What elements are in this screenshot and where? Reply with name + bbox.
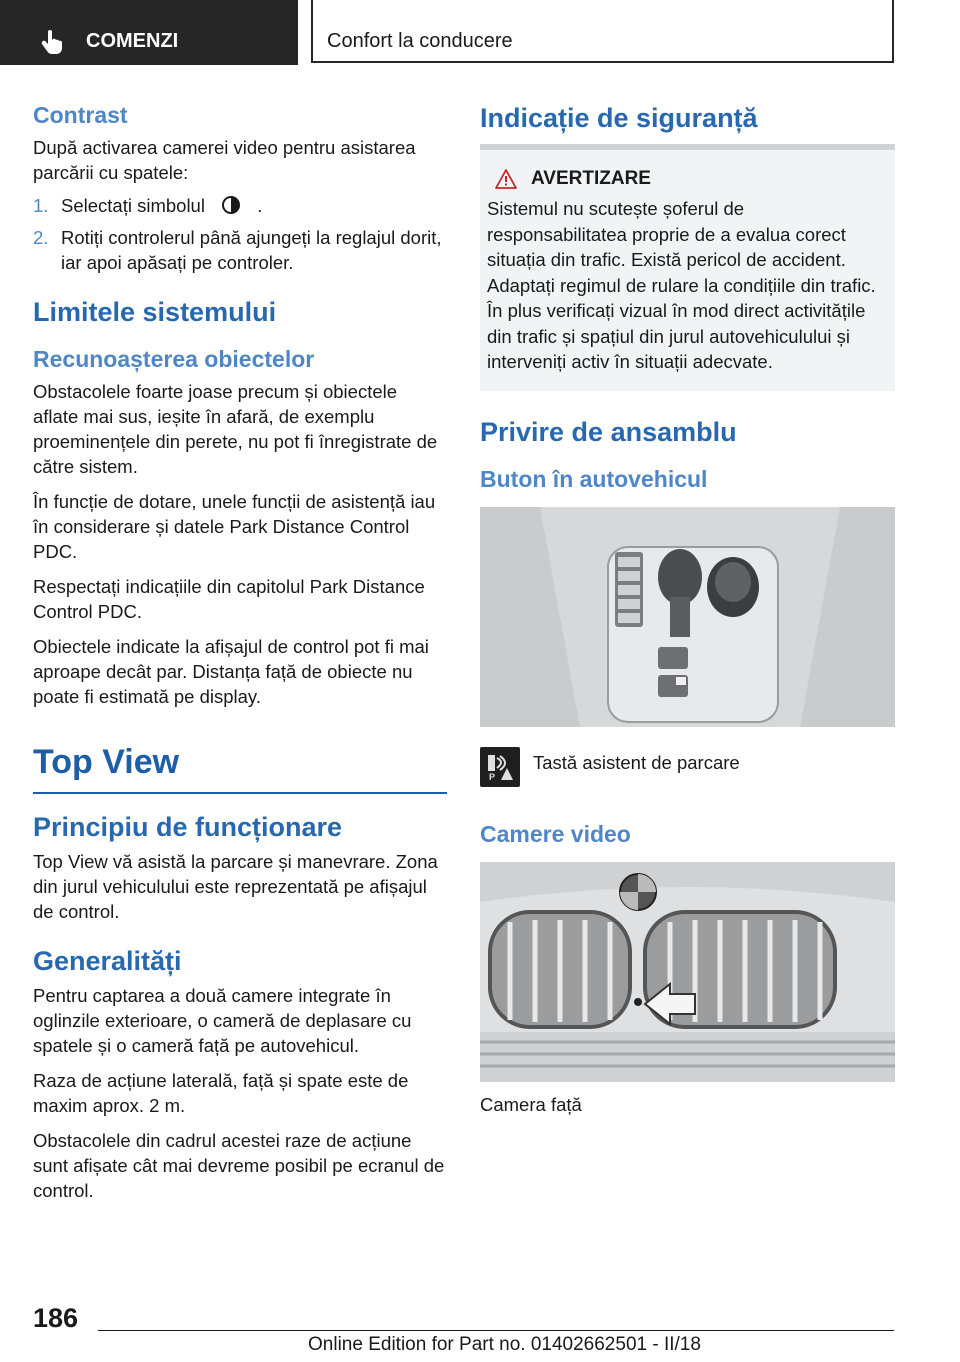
legend-text: Tastă asistent de parcare xyxy=(533,751,740,773)
chapter-header xyxy=(311,0,894,63)
recognition-paragraph: Obiectele indicate la afișajul de control pot fi mai aproape decât par. Distanța față de obiecte nu poate fi estimată pe display. xyxy=(33,636,429,707)
step-number: 2. xyxy=(33,227,49,248)
recognition-paragraph: În funcție de dotare, unele funcții de asistență iau în considerare și datele Park Distance Control PDC. xyxy=(33,491,436,562)
recognition-paragraph: Respectați indicațiile din capitolul Park Distance Control PDC. xyxy=(33,576,425,622)
footer-rule xyxy=(98,1330,894,1331)
recognition-paragraph: Obstacolele foarte joase precum și obiectele aflate mai sus, ieșite în afară, de exemplu proeminențele din perete, nu pot fi înregistrate de către sistem. xyxy=(33,381,438,477)
contrast-icon xyxy=(220,194,242,216)
step-number: 1. xyxy=(33,195,49,216)
contrast-steps xyxy=(33,193,447,275)
overview-heading: Privire de ansamblu xyxy=(480,416,737,447)
step-text: Selectați simbolul xyxy=(61,195,205,216)
step-text: Rotiți controlerul până ajungeți la reglajul dorit, iar apoi apăsați pe controler. xyxy=(61,227,442,273)
warning-box xyxy=(480,150,895,391)
section-tab-label: COMENZI xyxy=(86,30,179,52)
section-rule xyxy=(33,792,447,794)
page-number: 186 xyxy=(33,1303,79,1333)
step-2 xyxy=(33,225,447,275)
section-tab[interactable] xyxy=(0,0,298,65)
principle-text: Top View vă asistă la parcare și manevrare. Zona din jurul vehiculului este reprezentată pe afișajul de control. xyxy=(33,851,438,922)
general-heading: Generalități xyxy=(33,946,182,976)
edition-text: Online Edition for Part no. 01402662501 - II/18 xyxy=(308,1334,701,1355)
svg-text:P: P xyxy=(489,771,496,782)
front-camera-image xyxy=(480,862,895,1082)
warning-label: AVERTIZARE xyxy=(531,168,651,189)
pointing-hand-icon xyxy=(40,28,66,54)
center-console-image xyxy=(480,507,895,727)
general-paragraph: Raza de acțiune laterală, față și spate este de maxim aprox. 2 m. xyxy=(33,1070,409,1116)
limits-heading: Limitele sistemului xyxy=(33,297,277,327)
camera-caption: Camera față xyxy=(480,1093,582,1115)
contrast-heading: Contrast xyxy=(33,102,128,128)
general-paragraph: Obstacolele din cadrul acestei raze de acțiune sunt afișate cât mai devreme posibil pe ecranul de control. xyxy=(33,1130,445,1201)
contrast-intro: După activarea camerei video pentru asistarea parcării cu spatele: xyxy=(33,137,416,183)
warning-triangle-icon xyxy=(495,169,517,189)
parking-assist-icon xyxy=(480,747,520,787)
warning-text: Sistemul nu scutește șoferul de responsabilitatea proprie de a evalua corect situația din trafic. Există pericol de accident. Adaptați regimul de rulare la condițiile din trafic. În plus verificați vizual în mod direct activitățile din trafic și spațiul din jurul autovehiculului și interveniți activ în situații adecvate. xyxy=(487,198,876,372)
principle-heading: Principiu de funcționare xyxy=(33,812,343,842)
right-column xyxy=(480,100,895,1117)
button-legend xyxy=(480,747,895,787)
step-1 xyxy=(33,193,447,218)
chapter-title: Confort la conducere xyxy=(327,30,513,52)
recognition-heading: Recunoașterea obiectelor xyxy=(33,346,315,372)
button-heading: Buton în autovehicul xyxy=(480,465,708,492)
left-column xyxy=(33,100,447,1203)
warning-title xyxy=(487,168,888,190)
step-text-end: . xyxy=(257,195,263,216)
general-paragraph: Pentru captarea a două camere integrate în oglinzile exterioare, o cameră de deplasare cu spatele și o cameră față pe autovehicul. xyxy=(33,985,412,1056)
safety-heading: Indicație de siguranță xyxy=(480,103,758,133)
topview-heading: Top View xyxy=(33,743,180,781)
cameras-heading: Camere video xyxy=(480,820,631,847)
